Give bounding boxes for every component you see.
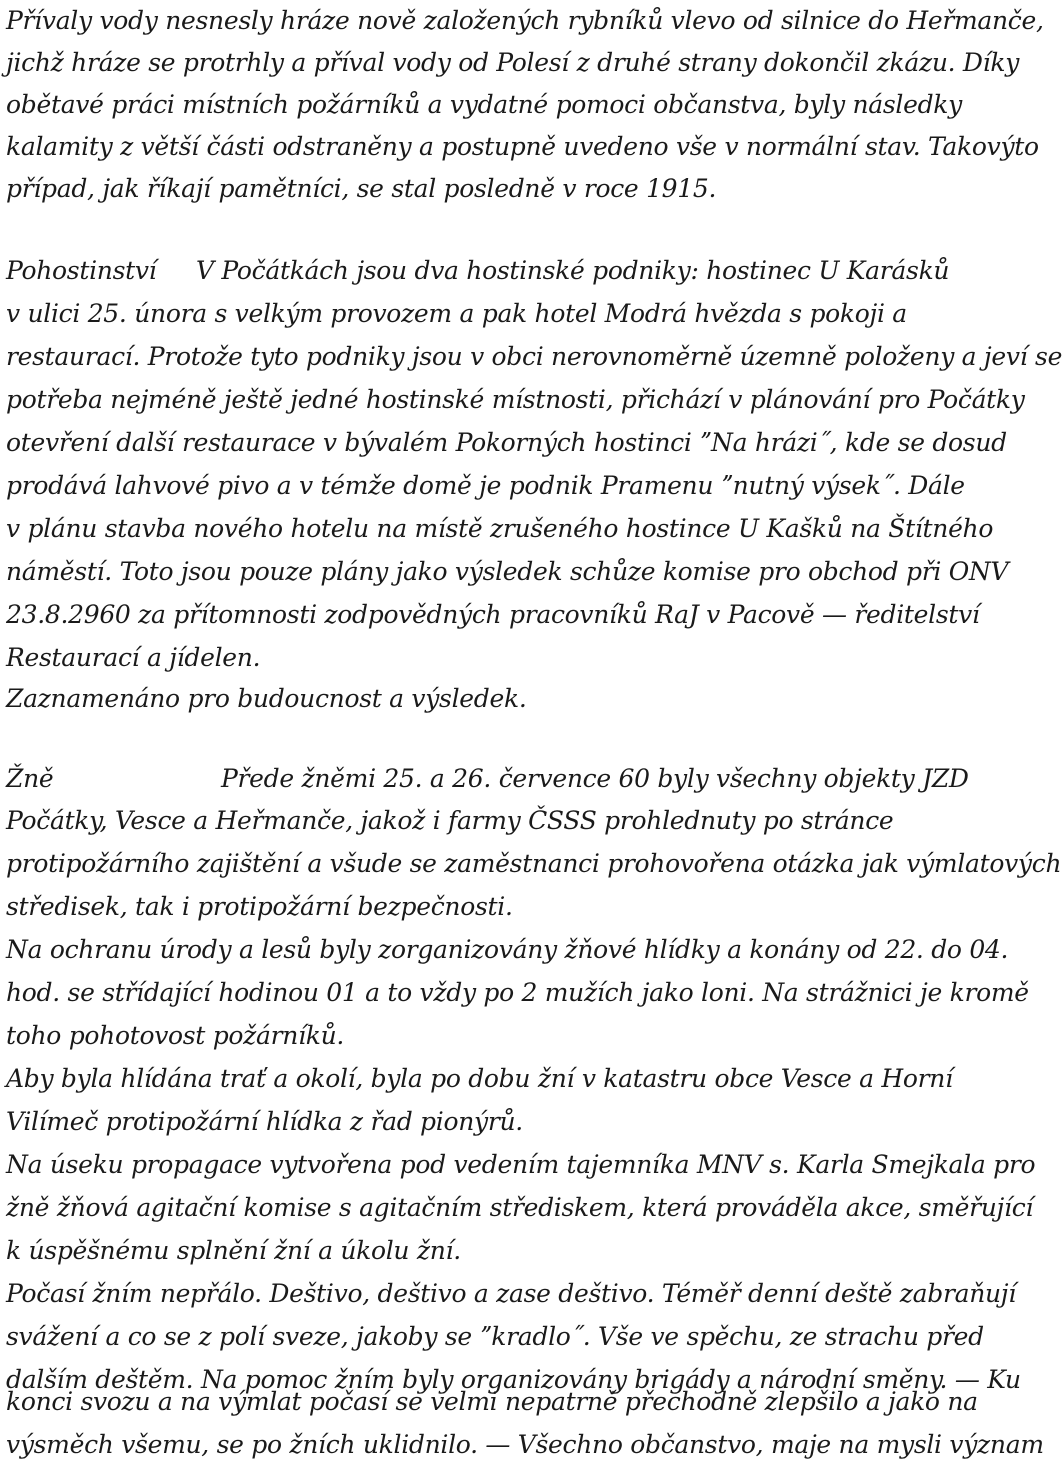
text-line-content: Restaurací a jídelen. <box>6 643 261 672</box>
text-line-content: Na ochranu úrody a lesů byly zorganizovány žňové hlídky a konány od 22. do 04. <box>6 935 1009 964</box>
text-line-content: Zaznamenáno pro budoucnost a výsledek. <box>6 684 527 713</box>
text-line-content: případ, jak říkají pamětníci, se stal posledně v roce 1915. <box>6 174 717 203</box>
text-line-content: Aby byla hlídána trať a okolí, byla po dobu žní v katastru obce Vesce a Horní <box>6 1064 953 1093</box>
text-line-content: protipožárního zajištění a všude se zaměstnanci prohovořena otázka jak výmlatových <box>6 849 1062 878</box>
section-label-zne: Žně <box>6 764 54 793</box>
text-line <box>6 126 1039 168</box>
text-line <box>6 1015 956 1057</box>
text-line-content: k úspěšnému splnění žní a úkolu žní. <box>6 1236 461 1265</box>
text-line-content: restaurací. Protože tyto podniky jsou v obci nerovnoměrně územně položeny a jeví se <box>6 342 1062 371</box>
text-line <box>6 508 994 550</box>
text-line-content: Přívaly vody nesnesly hráze nově založených rybníků vlevo od silnice do Heřmanče, <box>6 6 1044 35</box>
text-line <box>6 1381 978 1423</box>
text-line <box>6 293 956 335</box>
text-line-content: jichž hráze se protrhly a příval vody od Polesí z druhé strany dokončil zkázu. Díky <box>6 48 1020 77</box>
text-line-content: v ulici 25. února s velkým provozem a pak hotel Modrá hvězda s pokoji a <box>6 299 907 328</box>
text-line-content: Počasí žním nepřálo. Deštivo, deštivo a zase deštivo. Téměř denní deště zabraňují <box>6 1279 1016 1308</box>
section-first-line: V Počátkách jsou dva hostinské podniky: hostinec U Karásků <box>196 256 950 285</box>
text-line <box>6 1230 956 1272</box>
text-line <box>6 336 1062 378</box>
text-line-content: středisek, tak i protipožární bezpečnosti. <box>6 892 513 921</box>
text-line <box>6 800 956 842</box>
text-line <box>6 0 1044 42</box>
section-heading-line <box>6 758 969 800</box>
text-line <box>6 465 965 507</box>
section-label-pohostinstvi: Pohostinství <box>6 256 157 285</box>
text-line-content: Vilímeč protipožární hlídka z řad pionýrů. <box>6 1107 523 1136</box>
text-line <box>6 929 1009 971</box>
text-line-content: v plánu stavba nového hotelu na místě zrušeného hostince U Kašků na Štítného <box>6 514 994 543</box>
text-line <box>6 886 956 928</box>
text-line <box>6 1144 1036 1186</box>
text-line <box>6 594 980 636</box>
text-line-content: náměstí. Toto jsou pouze plány jako výsledek schůze komise pro obchod při ONV <box>6 557 1009 586</box>
text-line-content: výsměch všemu, se po žních uklidnilo. — Všechno občanstvo, maje na mysli význam <box>6 1430 1044 1459</box>
document-page <box>6 0 1062 1470</box>
text-line <box>6 678 956 720</box>
text-line <box>6 1101 956 1143</box>
text-line-content: svážení a co se z polí sveze, jakoby se ˮkradlo˝. Vše ve spěchu, ze strachu před <box>6 1322 984 1351</box>
text-line-content: otevření další restaurace v bývalém Pokorných hostinci ˮNa hrázi˝, kde se dosud <box>6 428 1007 457</box>
text-line-content: prodává lahvové pivo a v témže domě je podnik Pramenu ˮnutný výsek˝. Dále <box>6 471 965 500</box>
text-line-content: kalamity z větší části odstraněny a postupně uvedeno vše v normální stav. Takovýto <box>6 132 1039 161</box>
text-line <box>6 1424 1044 1466</box>
text-line-content: konci svozu a na výmlat počasí se velmi nepatrně přechodně zlepšilo a jako na <box>6 1387 978 1416</box>
text-line <box>6 1273 1016 1315</box>
text-line <box>6 422 1007 464</box>
text-line-content: toho pohotovost požárníků. <box>6 1021 345 1050</box>
text-line-content: hod. se střídající hodinou 01 a to vždy po 2 mužích jako loni. Na strážnici je kromě <box>6 978 1029 1007</box>
text-line-content: dalším deštěm. Na pomoc žním byly organizovány brigády a národní směny. — Ku <box>6 1365 1021 1394</box>
text-line <box>6 379 1025 421</box>
text-line <box>6 637 956 679</box>
text-line <box>6 1316 984 1358</box>
section-heading-line <box>6 250 956 292</box>
text-line <box>6 843 1062 885</box>
text-line-content: žně žňová agitační komise s agitačním střediskem, která prováděla akce, směřující <box>6 1193 1034 1222</box>
text-line <box>6 551 1009 593</box>
text-line <box>6 42 1020 84</box>
section-first-line: Přede žněmi 25. a 26. července 60 byly všechny objekty JZD <box>221 764 969 793</box>
text-line-content: obětavé práci místních požárníků a vydatné pomoci občanstva, byly následky <box>6 90 962 119</box>
text-line <box>6 972 1029 1014</box>
text-line <box>6 168 956 210</box>
text-line <box>6 1058 956 1100</box>
text-line-content: Na úseku propagace vytvořena pod vedením tajemníka MNV s. Karla Smejkala pro <box>6 1150 1036 1179</box>
text-line-content: Počátky, Vesce a Heřmanče, jakož i farmy ČSSS prohlednuty po stránce <box>6 806 894 835</box>
text-line <box>6 1187 1034 1229</box>
text-line <box>6 84 962 126</box>
text-line-content: 23.8.2960 za přítomnosti zodpovědných pracovníků RaJ v Pacově — ředitelství <box>6 600 980 629</box>
text-line-content: potřeba nejméně ještě jedné hostinské místnosti, přichází v plánování pro Počátky <box>6 385 1025 414</box>
